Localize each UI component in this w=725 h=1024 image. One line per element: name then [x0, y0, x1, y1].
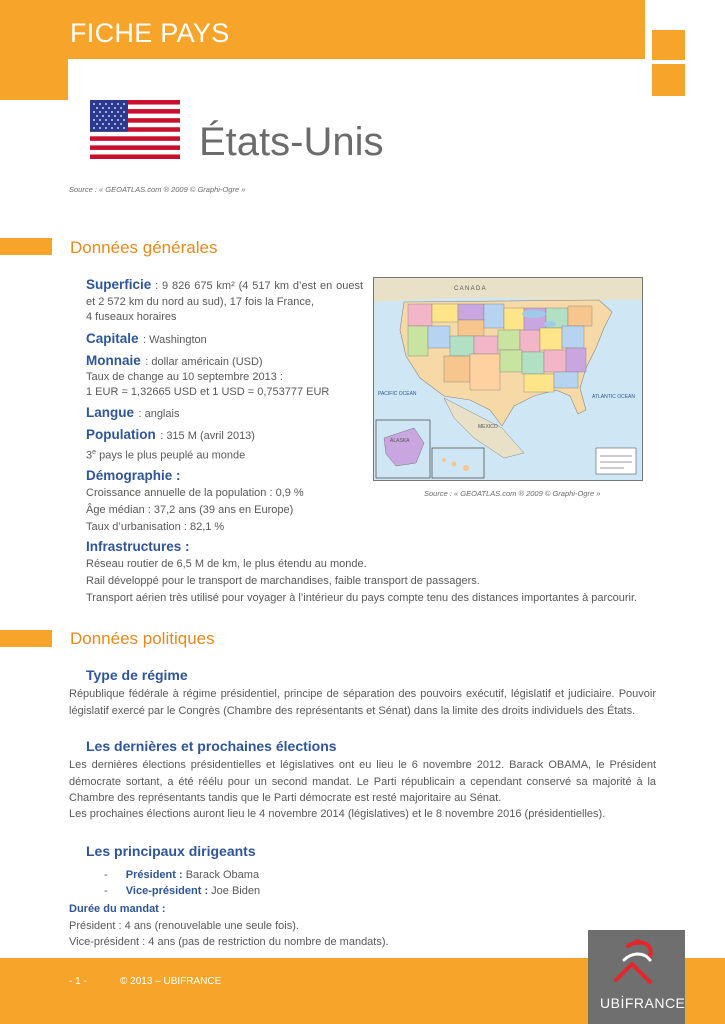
usa-map-image: [373, 277, 643, 481]
infra-line-2: Rail développé pour le transport de marchandises, faible transport de passagers.: [86, 574, 480, 587]
population-value: : 315 M (avril 2013): [160, 430, 255, 442]
capitale-value: : Washington: [142, 334, 207, 346]
capitale-label: Capitale: [86, 331, 139, 346]
population-rank-number: 3: [86, 449, 93, 462]
infra-line-1: Réseau routier de 6,5 M de km, le plus étendu au monde.: [86, 557, 367, 570]
decor-square-bottom: [652, 64, 685, 96]
map-label-atlantic: ATLANTIC OCEAN: [592, 394, 635, 400]
footer-copyright: © 2013 – UBIFRANCE: [120, 976, 222, 987]
elections-title: Les dernières et prochaines élections: [86, 738, 337, 754]
elections-text-2: Les prochaines élections auront lieu le 4 novembre 2014 (législatives) et le 8 novembre 2016 (présidentielles).: [69, 808, 606, 820]
map-label-alaska: ALASKA: [390, 438, 410, 444]
demographie-line-1: Croissance annuelle de la population : 0,9 %: [86, 486, 304, 499]
infra-line-3: Transport aérien très utilisé pour voyager à l’intérieur du pays compte tenu des distances importantes à parcourir.: [86, 591, 638, 604]
superficie-value: : 9 826 675 km² (4 517 km d’est en ouest: [155, 280, 363, 292]
list-bullet: -: [104, 885, 108, 897]
section-marker-general: [0, 238, 52, 255]
usa-flag-icon: [90, 100, 180, 159]
list-bullet: -: [104, 869, 108, 881]
superficie-value-3: 4 fuseaux horaires: [86, 311, 177, 323]
infra-label: Infrastructures :: [86, 538, 190, 554]
page-title: FICHE PAYS: [70, 18, 230, 48]
map-label-canada: C A N A D A: [454, 286, 486, 292]
section-title-general: Données générales: [70, 238, 218, 257]
mandate-line-2: Vice-président : 4 ans (pas de restriction du nombre de mandats).: [69, 936, 389, 948]
map-label-pacific: PACIFIC OCEAN: [378, 391, 417, 397]
leader-name: Joe Biden: [208, 885, 261, 897]
mandate-line-1: Président : 4 ans (renouvelable une seule fois).: [69, 920, 299, 932]
population-label: Population: [86, 427, 156, 442]
taux-line-1: Taux de change au 10 septembre 2013 :: [86, 371, 283, 383]
page-number: - 1 -: [69, 976, 87, 987]
demographie-line-3: Taux d’urbanisation : 82,1 %: [86, 520, 225, 533]
population-rank: [86, 444, 363, 465]
population-rank-sup: e: [92, 449, 97, 456]
leader-vice-president: [104, 885, 260, 897]
regime-text: République fédérale à régime présidentiel, principe de séparation des pouvoirs exécutif, législatif et judiciaire. Pouvoir législatif exercé par le Congrès (Chambre des représentants et Sénat) dans la limite des droits individuels des États.: [69, 688, 656, 717]
leader-president: [104, 869, 259, 881]
superficie-label: Superficie: [86, 277, 152, 292]
map-label-mexico: MEXICO: [478, 424, 498, 430]
leaders-title: Les principaux dirigeants: [86, 843, 256, 859]
leader-role: Vice-président :: [125, 885, 209, 897]
langue-label: Langue: [86, 405, 135, 420]
langue-value: : anglais: [138, 408, 180, 420]
header-bar-extension: [0, 59, 68, 100]
flag-source: Source : « GEOATLAS.com ® 2009 © Graphi-Ogre »: [69, 185, 246, 194]
superficie-value-2: et 2 572 km du nord au sud), 17 fois la France,: [86, 296, 315, 308]
ubifrance-logo-icon: [588, 930, 685, 992]
section-title-politics: Données politiques: [70, 629, 215, 648]
ubifrance-logo-text: UBİFRANCE: [600, 995, 686, 1011]
monnaie-value: : dollar américain (USD): [145, 356, 263, 368]
country-name: États-Unis: [199, 120, 384, 164]
mandate-title: Durée du mandat :: [69, 903, 166, 915]
regime-title: Type de régime: [86, 667, 188, 683]
demographie-line-2: Âge médian : 37,2 ans (39 ans en Europe): [86, 503, 294, 516]
leader-role: Président :: [125, 869, 183, 881]
elections-text-1: Les dernières élections présidentielles et législatives ont eu lieu le 6 novembre 2012. Barack OBAMA, le Président démocrate sortant, a été réélu pour un second mandat. Le Parti républicain a cependant conservé sa majorité à la Chambre des représentants tandis que le Parti démocrate est resté majoritaire au Sénat.: [69, 759, 656, 804]
demographie-label: Démographie :: [86, 467, 181, 483]
monnaie-label: Monnaie: [86, 353, 141, 368]
map-source: Source : « GEOATLAS.com ® 2009 © Graphi-Ogre »: [424, 489, 601, 498]
decor-square-top: [652, 30, 685, 60]
population-rank-text: pays le plus peuplé au monde: [96, 449, 246, 462]
taux-line-2: 1 EUR = 1,32665 USD et 1 USD = 0,753777 EUR: [86, 386, 330, 398]
section-marker-politics: [0, 630, 52, 647]
leader-name: Barack Obama: [182, 869, 260, 881]
